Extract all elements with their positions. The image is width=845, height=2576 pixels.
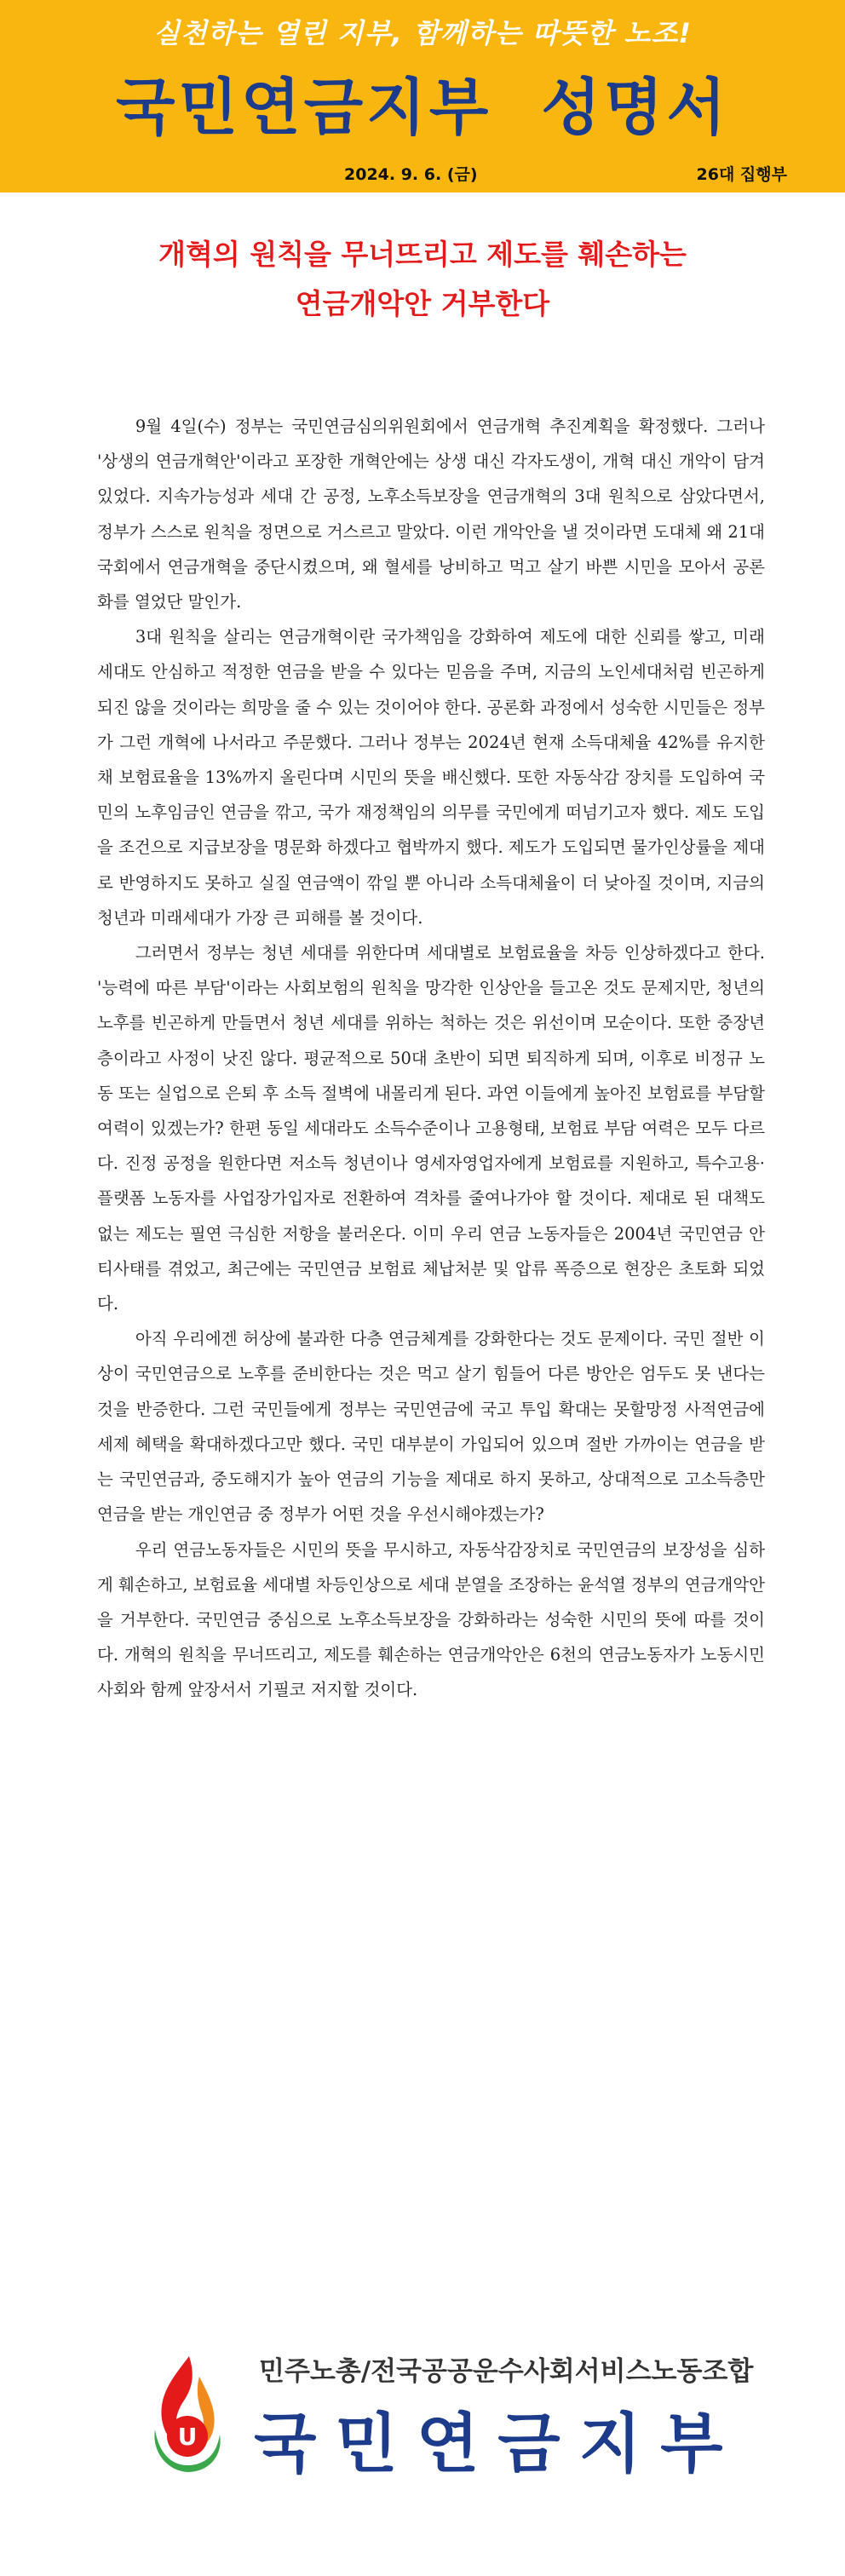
body-paragraph-5: 우리 연금노동자들은 시민의 뜻을 무시하고, 자동삭감장치로 국민연금의 보장성을 심하게 훼손하고, 보험료율 세대별 차등인상으로 세대 분열을 조장하는 윤석열 정부의 연금개악안을 거부한다. 국민연금 중심으로 노후소득보장을 강화하라는 성숙한 시민의 뜻에 따를 것이다. 개혁의 원칙을 무너뜨리고, 제도를 훼손하는 연금개악안은 6천의 연금노동자가 노동시민사회와 함께 앞장서서 기필코 저지할 것이다. xyxy=(97,1539,765,1700)
body-paragraph-2: 3대 원칙을 살리는 연금개혁이란 국가책임을 강화하여 제도에 대한 신뢰를 쌓고, 미래세대도 안심하고 적정한 연금을 받을 수 있다는 믿음을 주며, 지금의 노인세대처럼 빈곤하게 되진 않을 것이라는 희망을 줄 수 있는 것이어야 한다. 공론화 과정에서 성숙한 시민들은 정부가 그런 개혁에 나서라고 주문했다. 그러나 정부는 2024년 현재 소득대체율 42%를 유지한 채 보험료율을 13%까지 올린다며 시민의 뜻을 배신했다. 또한 자동삭감 장치를 도입하여 국민의 노후임금인 연금을 깎고, 국가 재정책임의 의무를 국민에게 떠넘기고자 했다. 제도 도입을 조건으로 지급보장을 명문화 하겠다고 협박까지 했다. 제도가 도입되면 물가인상률을 제대로 반영하지도 못하고 실질 연금액이 깎일 뿐 아니라 소득대체율이 더 낮아질 것이며, 지금의 청년과 미래세대가 가장 큰 피해를 볼 것이다. xyxy=(97,627,765,928)
page-title: 국민연금지부 성명서 xyxy=(115,72,730,143)
union-flame-logo-icon xyxy=(140,2351,233,2479)
header-banner xyxy=(0,0,845,193)
statement-headline xyxy=(0,230,845,329)
slogan: 실천하는 열린 지부, 함께하는 따뜻한 노조! xyxy=(153,17,692,49)
body-paragraph-4: 아직 우리에겐 허상에 불과한 다층 연금체계를 강화한다는 것도 문제이다. 국민 절반 이상이 국민연금으로 노후를 준비한다는 것은 먹고 살기 힘들어 다른 방안은 엄두도 못 낸다는 것을 반증한다. 그런 국민들에게 정부는 국민연금에 국고 투입 확대는 못할망정 사적연금에 세제 혜택을 확대하겠다고만 했다. 국민 대부분이 가입되어 있으며 절반 가까이는 연금을 받는 국민연금과, 중도해지가 높아 연금의 기능을 제대로 하지 못하고, 상대적으로 고소득층만 연금을 받는 개인연금 중 정부가 어떤 것을 우선시해야겠는가? xyxy=(97,1329,765,1525)
logo-letter: U xyxy=(177,2423,198,2451)
statement-body xyxy=(97,409,765,1708)
body-paragraph-3: 그러면서 정부는 청년 세대를 위한다며 세대별로 보험료율을 차등 인상하겠다고 한다. '능력에 따른 부담'이라는 사회보험의 원칙을 망각한 인상안을 들고온 것도 문제지만, 청년의 노후를 빈곤하게 만들면서 청년 세대를 위하는 척하는 것은 위선이며 모순이다. 또한 중장년층이라고 사정이 낫진 않다. 평균적으로 50대 초반이 되면 퇴직하게 되며, 이후로 비정규 노동 또는 실업으로 은퇴 후 소득 절벽에 내몰리게 된다. 과연 이들에게 높아진 보험료를 부담할 여력이 있겠는가? 한편 동일 세대라도 소득수준이나 고용형태, 보험료 부담 여력은 모두 다르다. 진정 공정을 원한다면 저소득 청년이나 영세자영업자에게 보험료를 지원하고, 특수고용·플랫폼 노동자를 사업장가입자로 전환하여 격차를 줄여나가야 할 것이다. 제대로 된 대책도 없는 제도는 필연 극심한 저항을 불러온다. 이미 우리 연금 노동자들은 2004년 국민연금 안티사태를 겪었고, 최근에는 국민연금 보험료 체납처분 및 압류 폭증으로 현장은 초토화 되었다. xyxy=(97,943,765,1314)
headline-line-1: 개혁의 원칙을 무너뜨리고 제도를 훼손하는 xyxy=(158,238,687,271)
executive-term: 26대 집행부 xyxy=(696,165,787,184)
branch-name: 국민연금지부 xyxy=(254,2406,742,2481)
statement-date: 2024. 9. 6. (금) xyxy=(344,165,478,184)
footer-signature xyxy=(140,2334,753,2487)
union-name: 민주노총/전국공공운수사회서비스노동조합 xyxy=(259,2356,754,2387)
body-paragraph-1: 9월 4일(수) 정부는 국민연금심의위원회에서 연금개혁 추진계획을 확정했다. 그러나 '상생의 연금개혁안'이라고 포장한 개혁안에는 상생 대신 각자도생이, 개혁 대신 개악이 담겨있었다. 지속가능성과 세대 간 공정, 노후소득보장을 연금개혁의 3대 원칙으로 삼았다면서, 정부가 스스로 원칙을 정면으로 거스르고 말았다. 이런 개악안을 낼 것이라면 도대체 왜 21대 국회에서 연금개혁을 중단시켰으며, 왜 혈세를 낭비하고 먹고 살기 바쁜 시민을 모아서 공론화를 열었단 말인가. xyxy=(97,417,765,612)
headline-line-2: 연금개악안 거부한다 xyxy=(295,287,550,320)
